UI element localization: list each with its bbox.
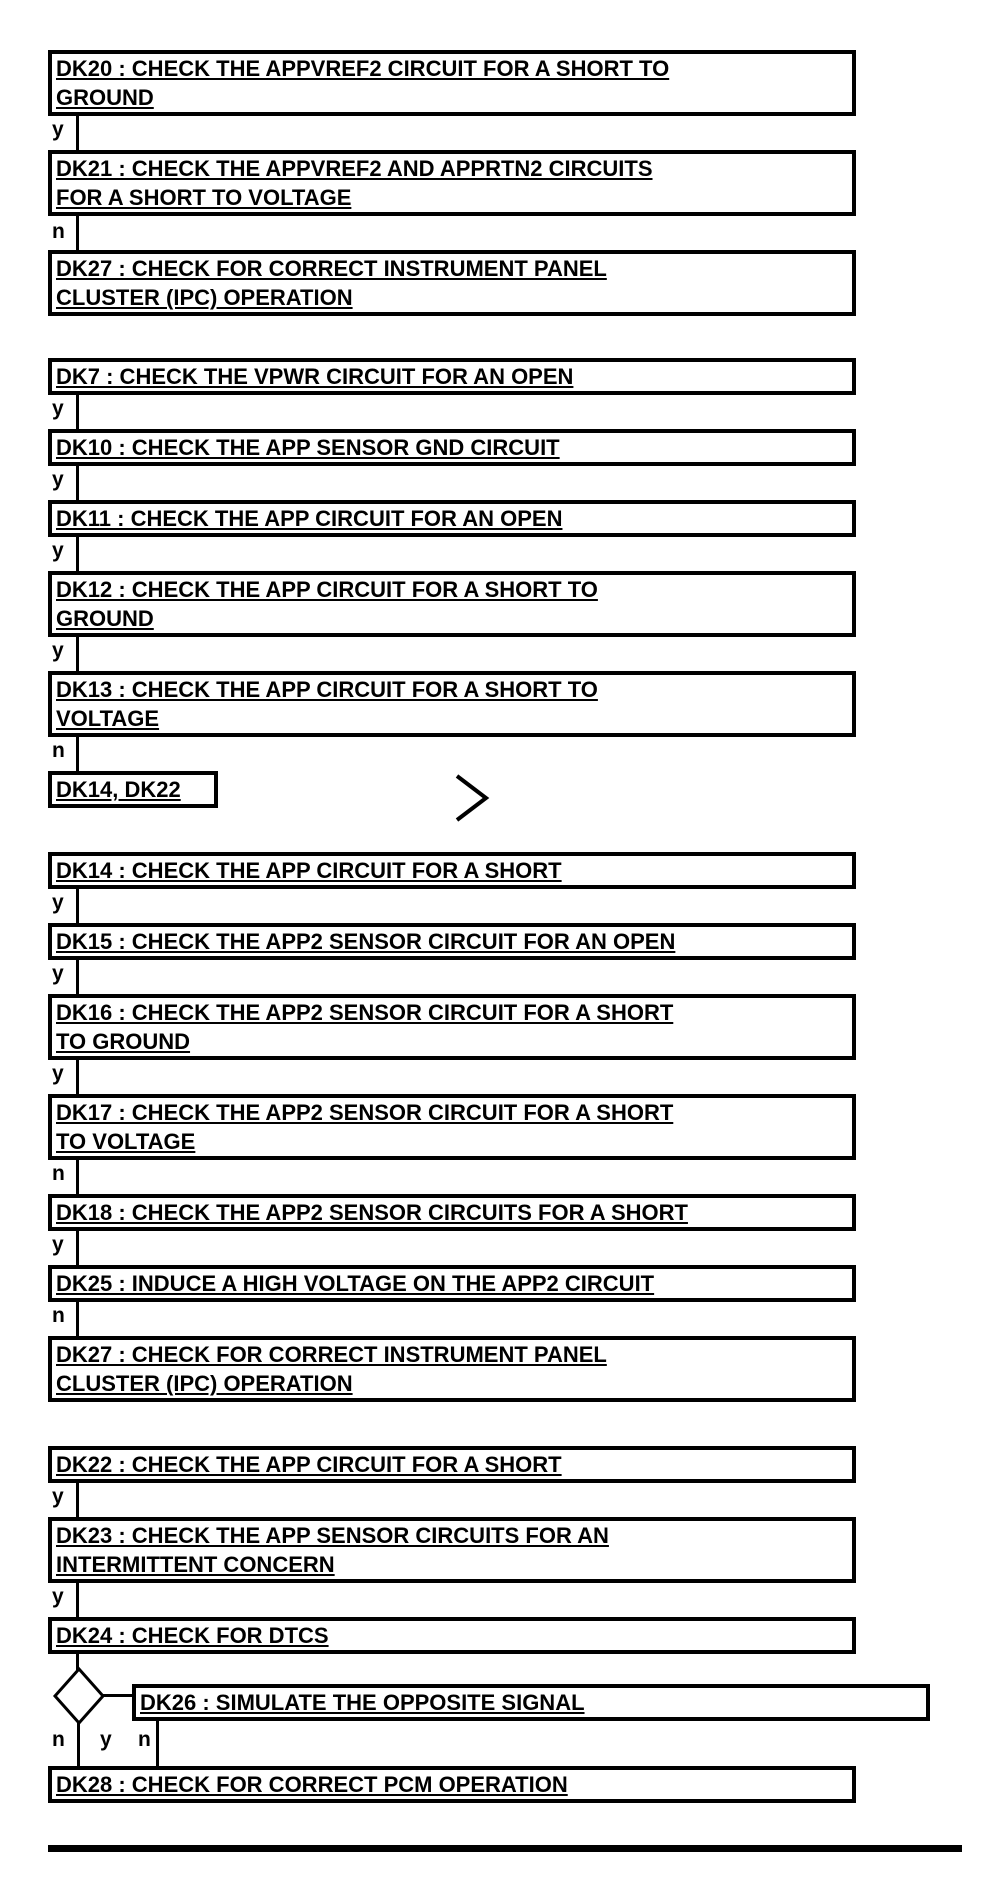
branch-label-yes: y (100, 1728, 112, 1751)
connector-line (76, 1300, 79, 1338)
flow-box-text: GROUND (56, 606, 154, 631)
branch-label-no: n (52, 1304, 65, 1327)
flow-box-text: DK15 : CHECK THE APP2 SENSOR CIRCUIT FOR AN OPEN (56, 929, 676, 954)
branch-label-yes: y (52, 1585, 64, 1608)
flow-box-dk11[interactable] (48, 500, 856, 537)
flow-box-dk12[interactable] (48, 571, 856, 637)
connector-line (76, 464, 79, 502)
flow-box-dk21[interactable] (48, 150, 856, 216)
flow-box-text: DK12 : CHECK THE APP CIRCUIT FOR A SHORT TO (56, 577, 598, 602)
flow-box-dk24[interactable] (48, 1617, 856, 1654)
flow-box-text: TO VOLTAGE (56, 1129, 196, 1154)
branch-label-yes: y (52, 962, 64, 985)
connector-line (77, 1721, 80, 1768)
connector-line (76, 214, 79, 252)
connector-line (76, 1158, 79, 1196)
branch-label-yes: y (52, 118, 64, 141)
connector-line (76, 1481, 79, 1519)
connector-line (76, 1229, 79, 1267)
connector-line (76, 635, 79, 673)
offpage-chevron-icon (452, 772, 492, 824)
flow-box-text: DK28 : CHECK FOR CORRECT PCM OPERATION (56, 1772, 568, 1797)
flow-box-dk26[interactable] (132, 1684, 930, 1721)
flow-box-dk27-first[interactable] (48, 250, 856, 316)
flow-box-dk14[interactable] (48, 852, 856, 889)
flow-box-text: DK27 : CHECK FOR CORRECT INSTRUMENT PANEL (56, 1342, 607, 1367)
branch-label-no: n (52, 220, 65, 243)
flow-box-dk25[interactable] (48, 1265, 856, 1302)
branch-label-yes: y (52, 539, 64, 562)
branch-label-yes: y (52, 639, 64, 662)
flow-box-text: INTERMITTENT CONCERN (56, 1552, 335, 1577)
flow-box-text: DK21 : CHECK THE APPVREF2 AND APPRTN2 CIRCUITS (56, 156, 653, 181)
flow-box-text: TO GROUND (56, 1029, 191, 1054)
connector-line (76, 114, 79, 152)
flow-box-dk22[interactable] (48, 1446, 856, 1483)
branch-label-no: n (52, 1162, 65, 1185)
flow-box-dk18[interactable] (48, 1194, 856, 1231)
flow-box-text: DK22 : CHECK THE APP CIRCUIT FOR A SHORT (56, 1452, 562, 1477)
flow-box-dk27-second[interactable] (48, 1336, 856, 1402)
flow-box-text: CLUSTER (IPC) OPERATION (56, 1371, 353, 1396)
branch-label-no: n (52, 1728, 65, 1751)
flow-box-text: DK13 : CHECK THE APP CIRCUIT FOR A SHORT TO (56, 677, 598, 702)
flow-box-dk15[interactable] (48, 923, 856, 960)
flow-box-text: DK25 : INDUCE A HIGH VOLTAGE ON THE APP2 CIRCUIT (56, 1271, 655, 1296)
page-divider (48, 1845, 962, 1852)
branch-label-no: n (138, 1728, 151, 1751)
flow-box-text: DK24 : CHECK FOR DTCS (56, 1623, 329, 1648)
connector-line (76, 1058, 79, 1096)
flow-box-text: CLUSTER (IPC) OPERATION (56, 285, 353, 310)
connector-line (76, 735, 79, 773)
connector-line (76, 535, 79, 573)
connector-line (76, 393, 79, 431)
flow-box-dk23[interactable] (48, 1517, 856, 1583)
flow-box-text: DK17 : CHECK THE APP2 SENSOR CIRCUIT FOR A SHORT (56, 1100, 674, 1125)
branch-label-yes: y (52, 1485, 64, 1508)
flow-box-dk16[interactable] (48, 994, 856, 1060)
flow-box-dk10[interactable] (48, 429, 856, 466)
branch-label-yes: y (52, 1233, 64, 1256)
flow-box-text: GROUND (56, 85, 154, 110)
flow-box-text: DK10 : CHECK THE APP SENSOR GND CIRCUIT (56, 435, 560, 460)
flow-box-dk13[interactable] (48, 671, 856, 737)
connector-line (76, 1581, 79, 1619)
flow-box-dk20[interactable] (48, 50, 856, 116)
flow-box-text: DK23 : CHECK THE APP SENSOR CIRCUITS FOR AN (56, 1523, 609, 1548)
flow-box-text: DK18 : CHECK THE APP2 SENSOR CIRCUITS FOR A SHORT (56, 1200, 688, 1225)
offpage-ref-dk14-dk22[interactable] (48, 771, 218, 808)
flow-box-text: DK16 : CHECK THE APP2 SENSOR CIRCUIT FOR A SHORT (56, 1000, 674, 1025)
flow-box-dk28[interactable] (48, 1766, 856, 1803)
flow-box-text: VOLTAGE (56, 706, 160, 731)
connector-line (156, 1719, 159, 1768)
flow-box-text: DK11 : CHECK THE APP CIRCUIT FOR AN OPEN (56, 506, 563, 531)
flow-box-text: DK27 : CHECK FOR CORRECT INSTRUMENT PANEL (56, 256, 607, 281)
flow-box-text: FOR A SHORT TO VOLTAGE (56, 185, 352, 210)
flow-box-dk17[interactable] (48, 1094, 856, 1160)
flow-box-dk7[interactable] (48, 358, 856, 395)
flow-box-text: DK7 : CHECK THE VPWR CIRCUIT FOR AN OPEN (56, 364, 574, 389)
branch-label-yes: y (52, 1062, 64, 1085)
offpage-ref-text: DK14, DK22 (56, 777, 181, 802)
decision-diamond (52, 1666, 106, 1726)
connector-line (101, 1694, 134, 1697)
branch-label-yes: y (52, 397, 64, 420)
branch-label-no: n (52, 739, 65, 762)
branch-label-yes: y (52, 891, 64, 914)
flow-box-text: DK14 : CHECK THE APP CIRCUIT FOR A SHORT (56, 858, 562, 883)
flow-box-text: DK26 : SIMULATE THE OPPOSITE SIGNAL (140, 1690, 585, 1715)
flow-box-text: DK20 : CHECK THE APPVREF2 CIRCUIT FOR A SHORT TO (56, 56, 670, 81)
connector-line (76, 958, 79, 996)
branch-label-yes: y (52, 468, 64, 491)
connector-line (76, 887, 79, 925)
